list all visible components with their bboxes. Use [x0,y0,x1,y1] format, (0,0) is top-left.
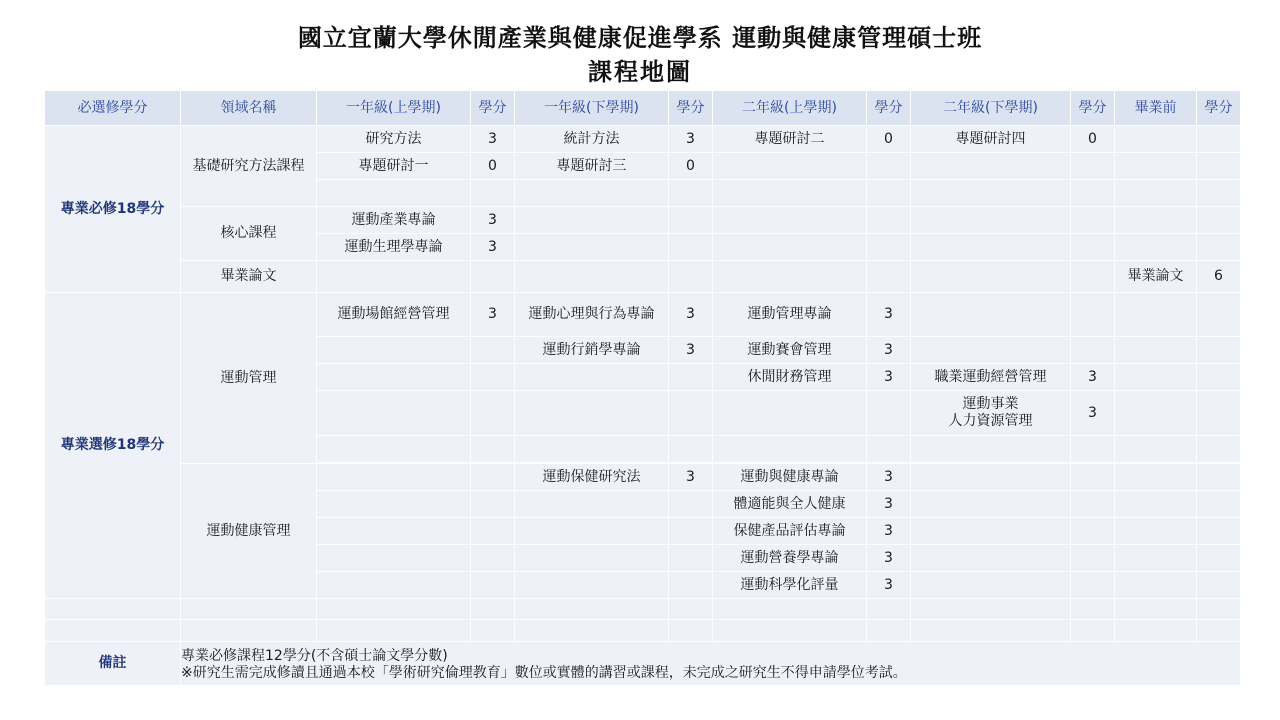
table-row [45,207,1241,234]
credit-cell: 3 [867,293,911,337]
domain-basic: 基礎研究方法課程 [181,126,317,207]
table-row [45,261,1241,293]
header-required: 必選修學分 [45,91,181,126]
curriculum-table [44,90,1241,686]
credit-cell: 3 [867,545,911,572]
header-credit: 學分 [669,91,713,126]
header-y1s2: 一年級(下學期) [515,91,669,126]
table-row [45,293,1241,337]
course-line: 運動事業 [962,396,1019,412]
header-credit: 學分 [1071,91,1115,126]
course-cell: 運動管理專論 [713,293,867,337]
header-y2s1: 二年級(上學期) [713,91,867,126]
course-cell [911,391,1071,436]
credit-cell: 3 [471,293,515,337]
credit-cell: 3 [867,337,911,364]
remarks-row [45,642,1241,686]
course-cell: 運動場館經營管理 [317,293,471,337]
credit-cell: 3 [669,126,713,153]
domain-sport-mgmt: 運動管理 [181,293,317,464]
course-cell: 保健產品評估專論 [713,518,867,545]
header-y2s2: 二年級(下學期) [911,91,1071,126]
table-row [45,620,1241,642]
course-cell: 職業運動經營管理 [911,364,1071,391]
table-row [45,126,1241,153]
course-cell: 畢業論文 [1115,261,1197,293]
header-y1s1: 一年級(上學期) [317,91,471,126]
page-subtitle: 課程地圖 [588,57,692,86]
credit-cell: 3 [669,293,713,337]
credit-cell: 3 [1071,391,1115,436]
domain-core: 核心課程 [181,207,317,261]
remarks-line: 專業必修課程12學分(不含碩士論文學分數) [181,647,448,664]
course-cell: 運動賽會管理 [713,337,867,364]
credit-cell: 0 [867,126,911,153]
remarks-label: 備註 [45,642,181,686]
credit-cell: 3 [471,234,515,261]
course-cell: 運動生理學專論 [317,234,471,261]
course-cell: 休閒財務管理 [713,364,867,391]
header-credit: 學分 [471,91,515,126]
table-row [45,599,1241,620]
course-cell: 統計方法 [515,126,669,153]
course-line: 人力資源管理 [948,413,1033,429]
course-cell: 研究方法 [317,126,471,153]
header-pre-grad: 畢業前 [1115,91,1197,126]
course-cell: 專題研討三 [515,153,669,180]
remarks-line: ※研究生需完成修讀且通過本校「學術研究倫理教育」數位或實體的講習或課程，未完成之研究生不得申請學位考試。 [181,664,907,681]
course-cell: 專題研討二 [713,126,867,153]
header-domain: 領域名稱 [181,91,317,126]
course-cell: 運動保健研究法 [515,464,669,491]
group-elective: 專業選修18學分 [45,293,181,599]
course-cell: 體適能與全人健康 [713,491,867,518]
credit-cell: 3 [867,572,911,599]
credit-cell: 3 [867,491,911,518]
credit-cell: 3 [867,518,911,545]
course-cell: 運動心理與行為專論 [515,293,669,337]
credit-cell: 6 [1197,261,1241,293]
page-title: 國立宜蘭大學休閒產業與健康促進學系 運動與健康管理碩士班 [297,23,983,52]
header-credit: 學分 [867,91,911,126]
remarks-text [181,642,1241,686]
credit-cell: 0 [471,153,515,180]
credit-cell: 3 [471,126,515,153]
course-cell: 專題研討一 [317,153,471,180]
course-cell: 運動產業專論 [317,207,471,234]
credit-cell: 3 [669,337,713,364]
credit-cell: 3 [867,364,911,391]
header-credit: 學分 [1197,91,1241,126]
credit-cell: 3 [471,207,515,234]
credit-cell: 3 [669,464,713,491]
group-required: 專業必修18學分 [45,126,181,293]
domain-sport-health: 運動健康管理 [181,464,317,599]
table-row [45,464,1241,491]
table-header-row [45,91,1241,126]
course-cell: 運動營養學專論 [713,545,867,572]
credit-cell: 3 [867,464,911,491]
course-cell: 運動科學化評量 [713,572,867,599]
credit-cell: 3 [1071,364,1115,391]
course-cell: 專題研討四 [911,126,1071,153]
domain-thesis: 畢業論文 [181,261,317,293]
credit-cell: 0 [1071,126,1115,153]
course-cell: 運動行銷學專論 [515,337,669,364]
course-cell: 運動與健康專論 [713,464,867,491]
credit-cell: 0 [669,153,713,180]
